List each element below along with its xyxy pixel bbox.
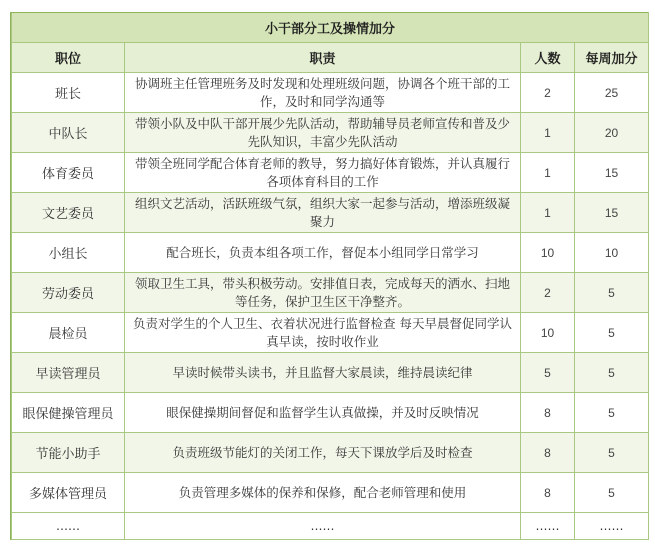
- duty-cell: 负责班级节能灯的关闭工作，每天下课放学后及时检查: [125, 433, 521, 473]
- header-count: 人数: [521, 43, 575, 73]
- ellipsis-points: ……: [575, 513, 649, 540]
- ellipsis-count: ……: [521, 513, 575, 540]
- points-cell: 20: [575, 113, 649, 153]
- points-cell: 15: [575, 193, 649, 233]
- points-cell: 5: [575, 353, 649, 393]
- table-row: [12, 273, 649, 313]
- table-row: [12, 113, 649, 153]
- table-row: [12, 433, 649, 473]
- duty-cell: 带领小队及中队干部开展少先队活动，帮助辅导员老师宣传和普及少先队知识，丰富少先队活动: [125, 113, 521, 153]
- role-cell: 节能小助手: [12, 433, 125, 473]
- role-cell: 文艺委员: [12, 193, 125, 233]
- role-cell: 班长: [12, 73, 125, 113]
- header-points: 每周加分: [575, 43, 649, 73]
- count-cell: 8: [521, 473, 575, 513]
- points-cell: 5: [575, 393, 649, 433]
- duty-cell: 早读时候带头读书，并且监督大家晨读，维持晨读纪律: [125, 353, 521, 393]
- table-row: [12, 313, 649, 353]
- duty-cell: 组织文艺活动，活跃班级气氛，组织大家一起参与活动，增添班级凝聚力: [125, 193, 521, 233]
- role-cell: 晨检员: [12, 313, 125, 353]
- header-duty: 职责: [125, 43, 521, 73]
- duty-cell: 协调班主任管理班务及时发现和处理班级问题，协调各个班干部的工作，及时和同学沟通等: [125, 73, 521, 113]
- role-cell: 体育委员: [12, 153, 125, 193]
- table-row: [12, 153, 649, 193]
- points-cell: 25: [575, 73, 649, 113]
- table-row: [12, 393, 649, 433]
- count-cell: 1: [521, 153, 575, 193]
- duty-cell: 带领全班同学配合体育老师的教导，努力搞好体育锻炼，并认真履行各项体育科目的工作: [125, 153, 521, 193]
- role-cell: 多媒体管理员: [12, 473, 125, 513]
- count-cell: 8: [521, 433, 575, 473]
- table-row: [12, 73, 649, 113]
- points-cell: 15: [575, 153, 649, 193]
- table-header-row: [12, 43, 649, 73]
- count-cell: 10: [521, 313, 575, 353]
- ellipsis-row: [12, 513, 649, 540]
- points-cell: 5: [575, 433, 649, 473]
- table-row: [12, 233, 649, 273]
- count-cell: 5: [521, 353, 575, 393]
- duty-cell: 负责管理多媒体的保养和保修，配合老师管理和使用: [125, 473, 521, 513]
- ellipsis-role: ……: [12, 513, 125, 540]
- table-row: [12, 353, 649, 393]
- table-row: [12, 193, 649, 233]
- duty-cell: 领取卫生工具，带头积极劳动。安排值日表，完成每天的洒水、扫地等任务，保护卫生区干净整齐。: [125, 273, 521, 313]
- role-cell: 小组长: [12, 233, 125, 273]
- ellipsis-duty: ……: [125, 513, 521, 540]
- table-title-row: [12, 13, 649, 43]
- count-cell: 10: [521, 233, 575, 273]
- count-cell: 2: [521, 73, 575, 113]
- duty-cell: 配合班长，负责本组各项工作，督促本小组同学日常学习: [125, 233, 521, 273]
- role-cell: 劳动委员: [12, 273, 125, 313]
- table-title: 小干部分工及操情加分: [12, 13, 649, 43]
- header-role: 职位: [12, 43, 125, 73]
- points-cell: 5: [575, 313, 649, 353]
- count-cell: 1: [521, 113, 575, 153]
- count-cell: 2: [521, 273, 575, 313]
- duty-cell: 负责对学生的个人卫生、衣着状况进行监督检查 每天早晨督促同学认真早读，按时收作业: [125, 313, 521, 353]
- role-cell: 早读管理员: [12, 353, 125, 393]
- assignment-table-container: [10, 12, 649, 540]
- assignment-table: [11, 12, 649, 540]
- points-cell: 5: [575, 473, 649, 513]
- count-cell: 1: [521, 193, 575, 233]
- count-cell: 8: [521, 393, 575, 433]
- points-cell: 10: [575, 233, 649, 273]
- table-row: [12, 473, 649, 513]
- role-cell: 中队长: [12, 113, 125, 153]
- duty-cell: 眼保健操期间督促和监督学生认真做操，并及时反映情况: [125, 393, 521, 433]
- points-cell: 5: [575, 273, 649, 313]
- role-cell: 眼保健操管理员: [12, 393, 125, 433]
